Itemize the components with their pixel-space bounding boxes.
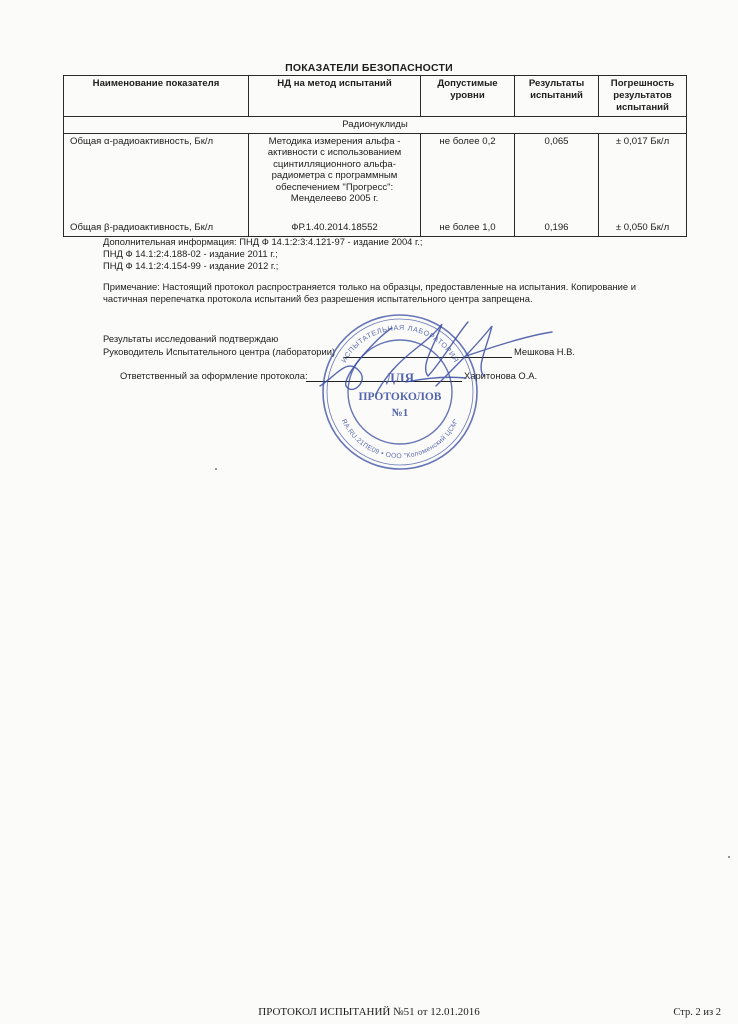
alpha-name: Общая α-радиоактивность, Бк/л <box>70 135 214 147</box>
scan-speck <box>215 468 217 470</box>
alpha-error: ± 0,017 Бк/л <box>615 135 670 147</box>
table-group-row <box>64 117 687 134</box>
beta-name: Общая β-радиоактивность, Бк/л <box>70 222 214 233</box>
error-cell <box>599 133 687 236</box>
scan-speck <box>728 856 730 858</box>
header-error: Погрешность результатов испытаний <box>599 76 687 117</box>
stamp-center-3: №1 <box>391 407 409 419</box>
method-code: ФР.1.40.2014.18552 <box>291 222 378 233</box>
confirm-line: Результаты исследований подтверждаю <box>103 333 279 344</box>
additional-info-line: ПНД Ф 14.1:2:4.188-02 - издание 2011 г.; <box>103 247 278 259</box>
stamp-ring-top: ИСПЫТАТЕЛЬНАЯ ЛАБОРАТОРИЯ <box>339 322 461 365</box>
footer-protocol: ПРОТОКОЛ ИСПЫТАНИЙ №51 от 12.01.2016 <box>258 1006 480 1018</box>
group-radionuclides: Радионуклиды <box>64 117 687 134</box>
additional-info-line: ПНД Ф 14.1:2:4.154-99 - издание 2012 г.; <box>103 259 279 271</box>
responsible-name: Харитонова О.А. <box>464 370 538 381</box>
header-allowed-levels: Допустимые уровни <box>421 76 515 117</box>
section-title: ПОКАЗАТЕЛИ БЕЗОПАСНОСТИ <box>285 62 453 74</box>
head-name: Мешкова Н.В. <box>514 346 575 357</box>
footer-page: Стр. 2 из 2 <box>673 1007 721 1018</box>
signature <box>316 316 556 412</box>
param-cell <box>64 133 249 236</box>
header-indicator-name: Наименование показателя <box>64 76 249 117</box>
responsible-label: Ответственный за оформление протокола: <box>120 370 308 381</box>
note-paragraph: Примечание: Настоящий протокол распространяется только на образцы, предоставленные на испытания. Копирование и частичная перепечатка протокола испытаний без разрешения испытательного центра запрещена. <box>103 281 636 304</box>
result-cell <box>515 133 599 236</box>
beta-result: 0,196 <box>544 222 569 233</box>
stamp-center-2: ПРОТОКОЛОВ <box>358 391 442 403</box>
head-label: Руководитель Испытательного центра (лаборатории) <box>103 346 336 357</box>
additional-info <box>103 236 422 271</box>
alpha-allowed: не более 0,2 <box>439 135 496 147</box>
svg-text:RA.RU.21ПЕ09 • ООО "Коломенски <box>340 418 460 460</box>
safety-indicators-table <box>63 75 687 237</box>
table-header-row <box>64 76 687 117</box>
header-method-nd: НД на метод испытаний <box>249 76 421 117</box>
beta-error: ± 0,050 Бк/л <box>615 222 670 233</box>
method-cell <box>249 133 421 236</box>
additional-info-line: Дополнительная информация: ПНД Ф 14.1:2:3:4.121-97 - издание 2004 г.; <box>103 236 423 247</box>
header-results: Результаты испытаний <box>515 76 599 117</box>
table-row <box>64 133 687 236</box>
stamp-center-1: ДЛЯ <box>385 370 415 385</box>
alpha-result: 0,065 <box>544 135 569 147</box>
stamp-ring-bottom: RA.RU.21ПЕ09 • ООО "Коломенский ЦСМ" <box>339 418 461 461</box>
beta-allowed: не более 1,0 <box>439 222 496 233</box>
method-description: Методика измерения альфа - активности с использованием сцинтилляционного альфа-радиометра с программным обеспечением "Прогресс": Менделеево 2005 г. <box>267 135 402 204</box>
allowed-cell <box>421 133 515 236</box>
